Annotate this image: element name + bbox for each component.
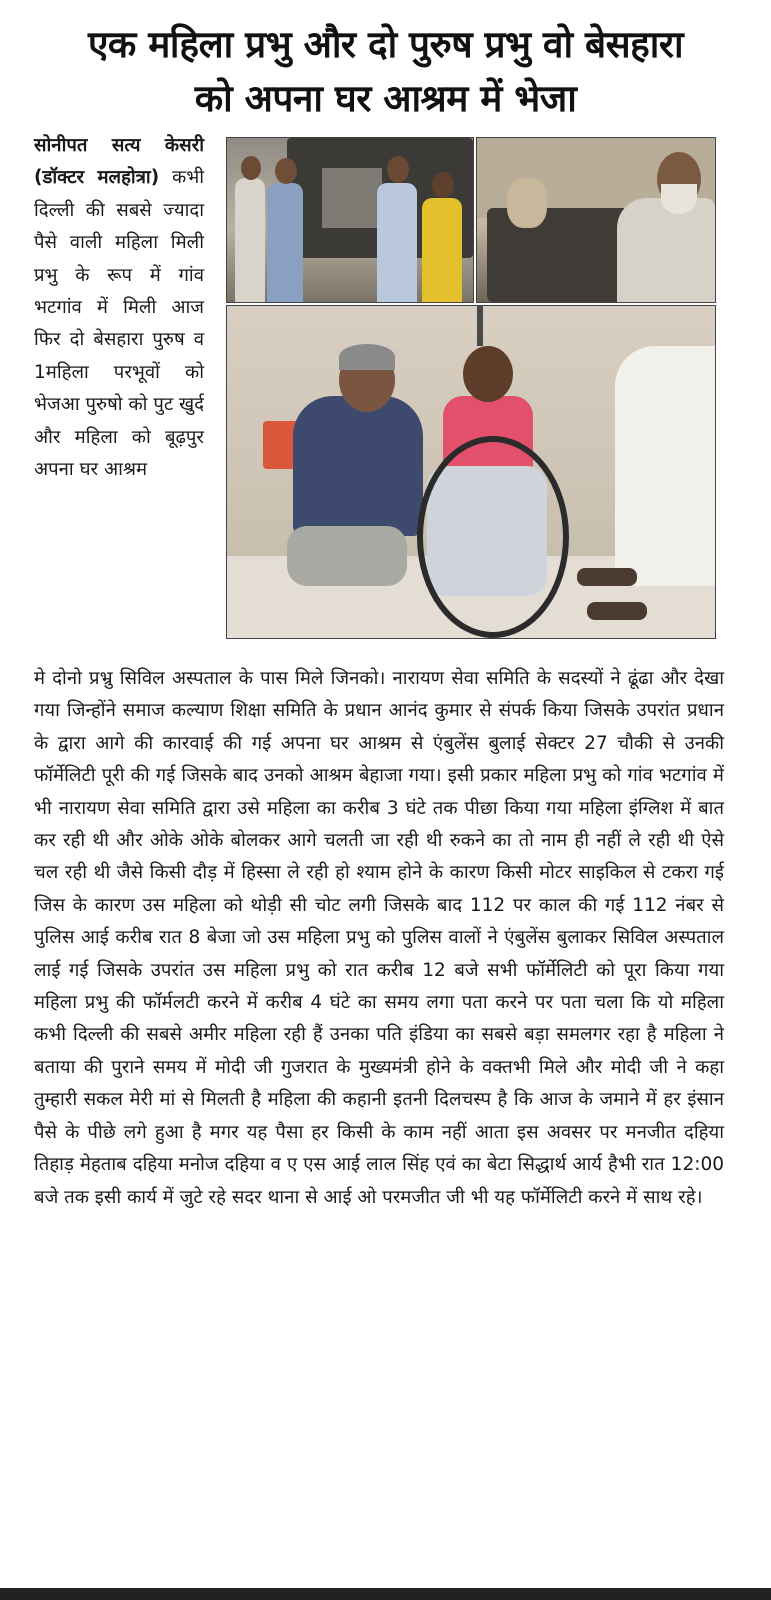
lead-text: कभी दिल्ली की सबसे ज्यादा पैसे वाली महिला मिली प्रभु के रूप में गांव भटगांव में मिली आज फिर दो बेसहारा पुरुष व 1महिला परभूवों को भेजआ पुरुषो को पुट खुर्द और महिला को बूढ़पुर अपना घर आश्रम (34, 167, 205, 481)
photo-man-in-vehicle (476, 137, 716, 303)
article-headline (10, 18, 761, 126)
article-body: मे दोनो प्रभ्रु सिविल अस्पताल के पास मिले जिनको। नारायण सेवा समिति के सदस्यों ने ढूंढा और देखा गया जिन्होंने समाज कल्याण शिक्षा समिति के प्रधान आनंद कुमार से संपर्क किया जिसके उपरांत प्रधान के द्वारा आगे की कारवाई की गई अपना घर आश्रम से एंबुलेंस बुलाई सेक्टर 27 चौकी से उनकी फॉर्मेलिटी पूरी की गई जिसके बाद उनको आश्रम बेहाजा गया। इसी प्रकार महिला प्रभु को गांव भटगांव में भी नारायण सेवा समिति द्वारा उसे महिला का करीब 3 घंटे तक पीछा किया गया महिला इंग्लिश में बात कर रही थी और ओके ओके बोलकर आगे चलती जा रही थी रुकने का तो नाम ही नहीं ले रही थी ऐसे चल रही थी जैसे किसी दौड़ में हिस्सा ले रही हो श्याम होने के कारण किसी मोटर साइकिल से टकरा गई जिस के कारण उस महिला को थोड़ी सी चोट लगी जिसके बाद 112 पर काल की गई 112 नंबर से पुलिस आई करीब रात 8 बेजा जो उस महिला प्रभु को पुलिस वालों ने एंबुलेंस बुलाकर सिविल अस्पताल लाई गई जिसके उपरांत उस महिला प्रभु को रात करीब 12 बजे सभी फॉर्मेलिटी को पूरा किया गया महिला प्रभु की फॉर्मलटी करने में करीब 4 घंटे का समय लगा पता करने पर पता चला कि यो महिला कभी दिल्ली की सबसे अमीर महिला रही हैं उनका पति इंडिया का सबसे बड़ा समलगर रहा है महिला ने बताया की पुराने समय में मोदी जी गुजरात के मुख्यमंत्री होने के वक्तभी मिले और मोदी जी ने कहा तुम्हारी सकल मेरी मां से मिलती है महिला की कहानी इतनी दिलचस्प है कि आज के जमाने में हर इंसान पैसे के पीछे लगे हुआ है मगर यह पैसा हर किसी के काम नहीं आता इस अवसर पर मनजीत दहिया तिहाड़ मेहताब दहिया मनोज दहिया व ए एस आई लाल सिंह एवं का बेटा सिद्धार्थ आर्य हैभी रात 12:00 बजे तक इसी कार्य में जुटे रहे सदर थाना से आई ओ परमजीत जी भी यह फॉर्मेलिटी करने में साथ रहे। (34, 668, 724, 1208)
photo-ambulance-group (226, 137, 474, 303)
article-lead-column (34, 130, 204, 486)
page-bottom-rule (0, 1588, 771, 1600)
photo-woman-wheelchair (226, 305, 716, 639)
headline-line-1: एक महिला प्रभु और दो पुरुष प्रभु वो बेसहारा (87, 23, 684, 66)
dateline: सोनीपत सत्य केसरी (डॉक्टर मलहोत्रा) (34, 135, 204, 189)
headline-line-2: को अपना घर आश्रम में भेजा (194, 77, 577, 120)
